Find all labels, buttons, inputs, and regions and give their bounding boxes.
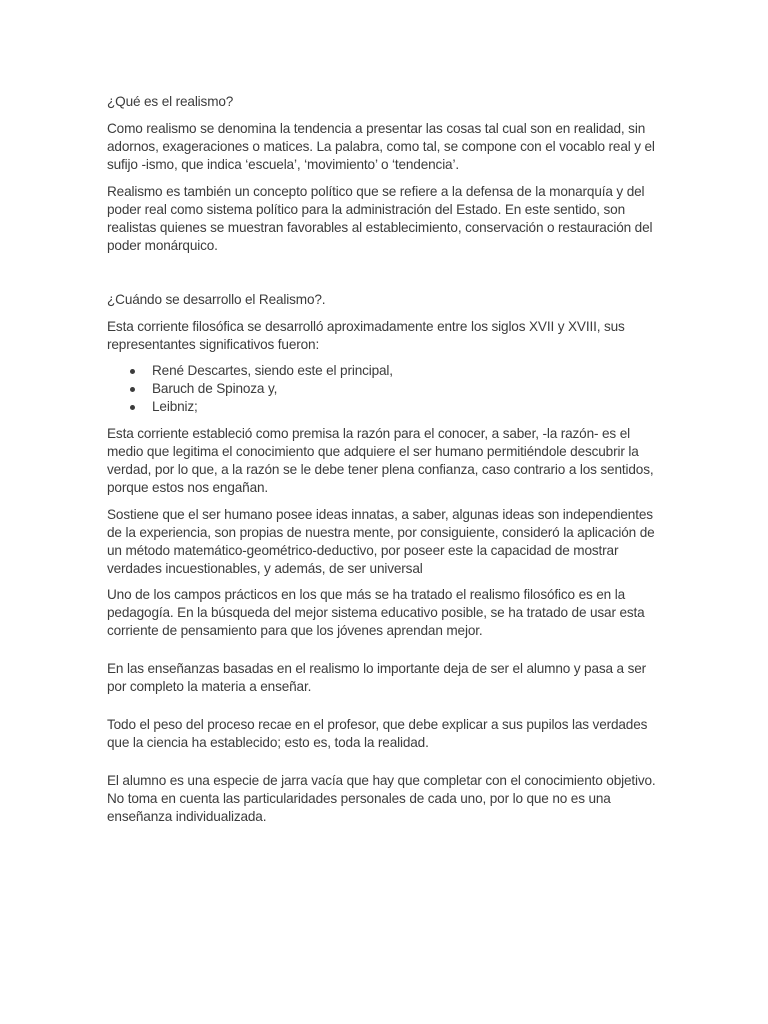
heading-cuando-se-desarrollo: ¿Cuándo se desarrollo el Realismo?. — [107, 292, 326, 307]
paragraph-alumno: El alumno es una especie de jarra vacía que hay que completar con el conocimiento objetivo. No toma en cuenta las particularidades personales de cada uno, por lo que no es una enseñanza individualizada. — [107, 773, 656, 824]
paragraph-ideas-innatas: Sostiene que el ser humano posee ideas innatas, a saber, algunas ideas son independientes de la experiencia, son propias de nuestra mente, por consiguiente, consideró la aplicación de un método matemático-geométrico-deductivo, por poseer este la capacidad de mostrar verdades incuestionables, y además, de ser universal — [107, 507, 655, 576]
bullet-icon — [130, 369, 135, 374]
paragraph-premisa-razon: Esta corriente estableció como premisa la razón para el conocer, a saber, -la razón- es el medio que legitima el conocimiento que adquiere el ser humano permitiéndole descubrir la verdad, por lo que, a la razón se le debe tener plena confianza, caso contrario a los sentidos, porque estos nos engañan. — [107, 426, 654, 495]
paragraph-ensenanzas: En las enseñanzas basadas en el realismo lo importante deja de ser el alumno y pasa a ser por completo la materia a enseñar. — [107, 661, 647, 694]
paragraph-definicion: Como realismo se denomina la tendencia a presentar las cosas tal cual son en realidad, sin adornos, exageraciones o matices. La palabra, como tal, se compone con el vocablo real y el sufijo -ismo, que indica ‘escuela’, ‘movimiento’ o ‘tendencia’. — [107, 121, 655, 172]
heading-que-es-realismo: ¿Qué es el realismo? — [107, 94, 234, 109]
paragraph-concepto-politico: Realismo es también un concepto político que se refiere a la defensa de la monarquía y del poder real como sistema político para la administración del Estado. En este sentido, son realistas quienes se muestran favorables al establecimiento, conservación o restauración del poder monárquico. — [107, 184, 653, 253]
paragraph-profesor: Todo el peso del proceso recae en el profesor, que debe explicar a sus pupilos las verdades que la ciencia ha establecido; esto es, toda la realidad. — [107, 717, 648, 750]
document-page — [107, 90, 663, 826]
paragraph-pedagogia: Uno de los campos prácticos en los que más se ha tratado el realismo filosófico es en la pedagogía. En la búsqueda del mejor sistema educativo posible, se ha tratado de usar esta corriente de pensamiento para que los jóvenes aprendan mejor. — [107, 587, 645, 638]
list-item: Baruch de Spinoza y, — [107, 380, 663, 398]
representantes-list — [107, 362, 663, 416]
list-item: Leibniz; — [107, 398, 663, 416]
bullet-icon — [130, 387, 135, 392]
paragraph-siglos: Esta corriente filosófica se desarrolló aproximadamente entre los siglos XVII y XVIII, sus representantes significativos fueron: — [107, 319, 625, 352]
bullet-icon — [130, 405, 135, 410]
list-item: René Descartes, siendo este el principal, — [107, 362, 663, 380]
